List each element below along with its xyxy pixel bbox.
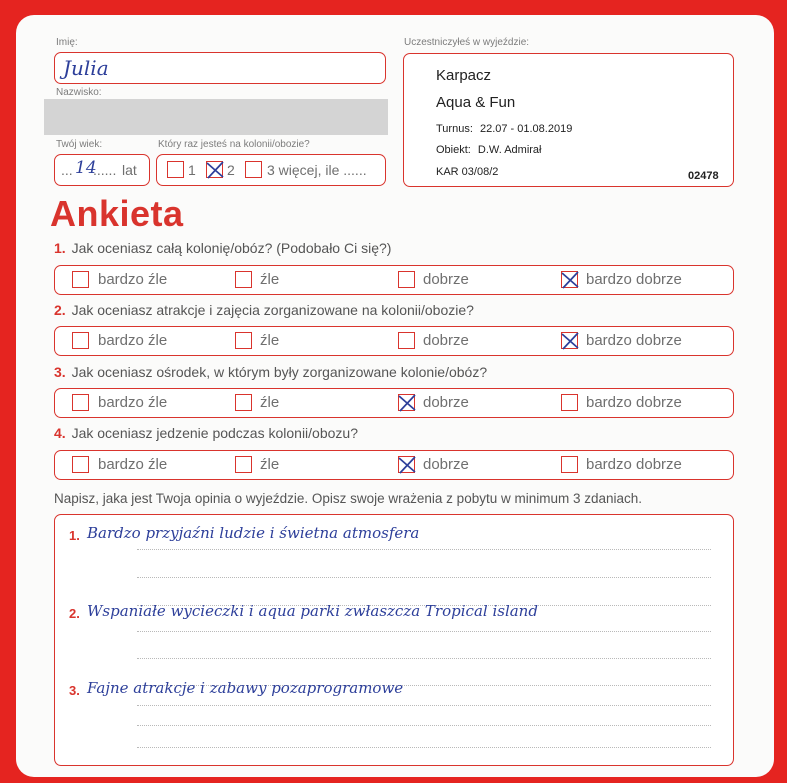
rating-4-option-3-checkbox[interactable] bbox=[398, 456, 415, 473]
dotted-line bbox=[137, 549, 711, 550]
question-1 bbox=[54, 240, 391, 256]
rating-row-3 bbox=[54, 388, 734, 418]
rating-row-4 bbox=[54, 450, 734, 480]
rating-1-option-2-checkbox[interactable] bbox=[235, 271, 252, 288]
opinion-prompt: Napisz, jaka jest Twoja opinia o wyjeździe. Opisz swoje wrażenia z pobytu w minimum 3 zdaniach. bbox=[54, 491, 643, 506]
check-x-icon bbox=[205, 160, 225, 180]
question-number: 1. bbox=[54, 240, 66, 256]
trip-name: Aqua & Fun bbox=[436, 94, 516, 111]
times-checkbox-1[interactable] bbox=[167, 161, 184, 178]
trip-info-box bbox=[403, 53, 734, 187]
surname-redacted bbox=[44, 99, 388, 135]
times-checkbox-2[interactable] bbox=[206, 161, 223, 178]
rating-option-label: bardzo dobrze bbox=[586, 394, 682, 411]
question-text: Jak oceniasz całą kolonię/obóz? (Podobało Ci się?) bbox=[71, 240, 392, 256]
rating-option-label: bardzo źle bbox=[98, 271, 168, 288]
rating-1-option-4-checkbox[interactable] bbox=[561, 271, 578, 288]
rating-3-option-1-checkbox[interactable] bbox=[72, 394, 89, 411]
name-field[interactable] bbox=[54, 52, 386, 84]
question-text: Jak oceniasz atrakcje i zajęcia zorganizowane na kolonii/obozie? bbox=[71, 302, 474, 318]
check-x-icon bbox=[560, 270, 580, 290]
trip-place: Karpacz bbox=[436, 67, 492, 84]
rating-2-option-2-checkbox[interactable] bbox=[235, 332, 252, 349]
dotted-line bbox=[137, 725, 711, 726]
age-prefix: ... bbox=[61, 162, 73, 178]
rating-option-label: bardzo dobrze bbox=[586, 456, 682, 473]
opinion-number: 3. bbox=[69, 683, 80, 698]
question-text: Jak oceniasz ośrodek, w którym były zorganizowane kolonie/obóz? bbox=[71, 364, 488, 380]
opinion-box[interactable] bbox=[54, 514, 734, 766]
times-checkbox-3[interactable] bbox=[245, 161, 262, 178]
question-number: 3. bbox=[54, 364, 66, 380]
question-2 bbox=[54, 302, 474, 318]
dotted-line bbox=[137, 631, 711, 632]
rating-option-label: źle bbox=[260, 332, 280, 349]
dotted-line bbox=[137, 705, 711, 706]
rating-option-label: bardzo źle bbox=[98, 456, 168, 473]
question-text: Jak oceniasz jedzenie podczas kolonii/obozu? bbox=[71, 425, 358, 441]
check-x-icon bbox=[397, 393, 417, 413]
question-number: 2. bbox=[54, 302, 66, 318]
rating-4-option-4-checkbox[interactable] bbox=[561, 456, 578, 473]
rating-option-label: dobrze bbox=[423, 456, 469, 473]
rating-option-label: źle bbox=[260, 271, 280, 288]
rating-2-option-1-checkbox[interactable] bbox=[72, 332, 89, 349]
age-unit: lat bbox=[122, 162, 137, 178]
rating-3-option-4-checkbox[interactable] bbox=[561, 394, 578, 411]
trip-code: KAR 03/08/2 bbox=[436, 166, 499, 178]
rating-row-1 bbox=[54, 265, 734, 295]
rating-option-label: bardzo dobrze bbox=[586, 271, 682, 288]
question-number: 4. bbox=[54, 425, 66, 441]
times-option-3: 3 więcej, ile ...... bbox=[267, 162, 367, 178]
page-title: Ankieta bbox=[50, 193, 184, 234]
rating-option-label: źle bbox=[260, 394, 280, 411]
rating-option-label: dobrze bbox=[423, 394, 469, 411]
name-value: Julia bbox=[63, 56, 109, 80]
rating-4-option-2-checkbox[interactable] bbox=[235, 456, 252, 473]
rating-option-label: bardzo dobrze bbox=[586, 332, 682, 349]
dotted-line bbox=[137, 577, 711, 578]
obiekt-value: D.W. Admirał bbox=[477, 144, 542, 156]
age-field[interactable] bbox=[54, 154, 150, 186]
rating-1-option-1-checkbox[interactable] bbox=[72, 271, 89, 288]
obiekt-label: Obiekt: bbox=[436, 144, 471, 156]
dotted-line bbox=[137, 658, 711, 659]
opinion-number: 1. bbox=[69, 528, 80, 543]
turnus-value: 22.07 - 01.08.2019 bbox=[479, 123, 573, 135]
rating-2-option-4-checkbox[interactable] bbox=[561, 332, 578, 349]
age-suffix: ...... bbox=[93, 162, 117, 178]
rating-option-label: bardzo źle bbox=[98, 332, 168, 349]
times-field bbox=[156, 154, 386, 186]
rating-option-label: bardzo źle bbox=[98, 394, 168, 411]
rating-option-label: źle bbox=[260, 456, 280, 473]
survey-card bbox=[16, 15, 774, 777]
age-label: Twój wiek: bbox=[56, 139, 103, 150]
rating-row-2 bbox=[54, 326, 734, 356]
opinion-number: 2. bbox=[69, 606, 80, 621]
trip-label: Uczestniczyłeś w wyjeździe: bbox=[404, 37, 530, 48]
turnus-label: Turnus: bbox=[436, 123, 473, 135]
opinion-text-3: Fajne atrakcje i zabawy pozaprogramowe bbox=[87, 679, 404, 697]
trip-number: 02478 bbox=[688, 170, 719, 182]
age-value: 14 bbox=[75, 158, 97, 178]
check-x-icon bbox=[560, 331, 580, 351]
rating-1-option-3-checkbox[interactable] bbox=[398, 271, 415, 288]
question-4 bbox=[54, 425, 358, 441]
surname-label: Nazwisko: bbox=[56, 87, 102, 98]
opinion-text-2: Wspaniałe wycieczki i aqua parki zwłaszcza Tropical island bbox=[87, 602, 538, 620]
times-option-1: 1 bbox=[188, 162, 196, 178]
question-3 bbox=[54, 364, 487, 380]
rating-option-label: dobrze bbox=[423, 332, 469, 349]
rating-2-option-3-checkbox[interactable] bbox=[398, 332, 415, 349]
rating-4-option-1-checkbox[interactable] bbox=[72, 456, 89, 473]
check-x-icon bbox=[397, 455, 417, 475]
times-label: Który raz jesteś na kolonii/obozie? bbox=[158, 139, 310, 150]
dotted-line bbox=[137, 747, 711, 748]
rating-3-option-2-checkbox[interactable] bbox=[235, 394, 252, 411]
opinion-text-1: Bardzo przyjaźni ludzie i świetna atmosfera bbox=[87, 524, 420, 542]
rating-option-label: dobrze bbox=[423, 271, 469, 288]
rating-3-option-3-checkbox[interactable] bbox=[398, 394, 415, 411]
times-option-2: 2 bbox=[227, 162, 235, 178]
name-label: Imię: bbox=[56, 37, 78, 48]
